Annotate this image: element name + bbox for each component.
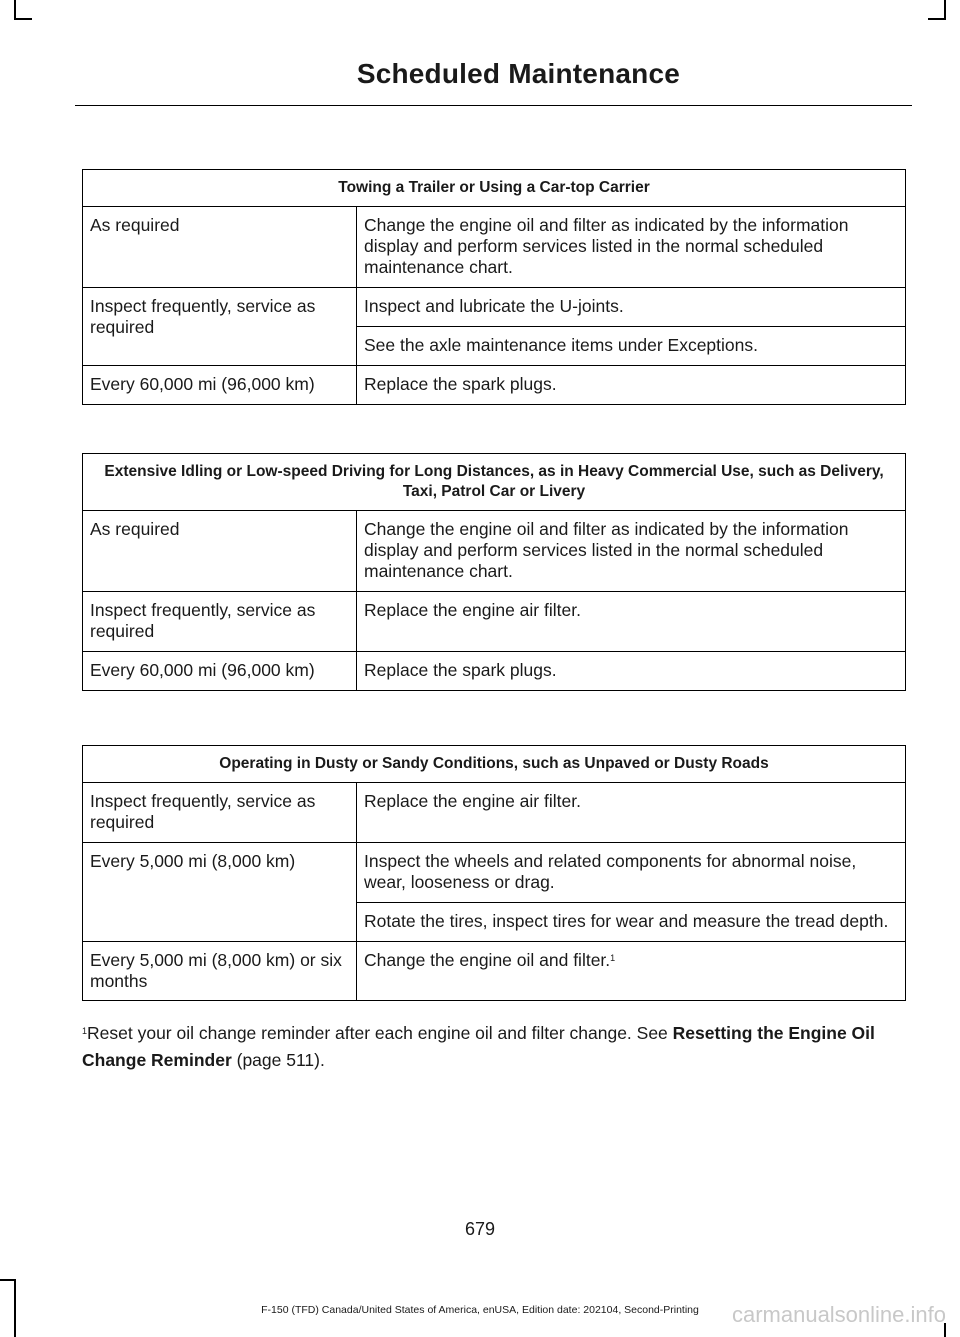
table-row <box>83 511 906 592</box>
footnote-page-ref: (page 511). <box>231 1050 325 1070</box>
action-cell: Inspect the wheels and related components for abnormal noise, wear, looseness or drag. <box>357 843 906 903</box>
interval-cell: Every 60,000 mi (96,000 km) <box>83 652 357 691</box>
crop-mark <box>944 0 946 20</box>
page-title: Scheduled Maintenance <box>356 58 680 89</box>
action-cell: Replace the spark plugs. <box>357 366 906 405</box>
action-cell: Replace the spark plugs. <box>357 652 906 691</box>
table-title: Towing a Trailer or Using a Car-top Carrier <box>83 170 906 207</box>
maintenance-table-idling <box>82 453 906 691</box>
maintenance-table-towing <box>82 169 906 405</box>
interval-cell: As required <box>83 511 357 592</box>
footnote <box>82 1020 905 1074</box>
table-row <box>83 592 906 652</box>
table-row <box>83 783 906 843</box>
footnote-link[interactable]: Resetting the Engine Oil Change Reminder <box>82 1023 875 1070</box>
watermark: carmanualsonline.info <box>731 1302 946 1327</box>
table-row <box>83 942 906 1001</box>
title-divider <box>75 105 912 106</box>
crop-mark <box>14 18 32 20</box>
action-cell: See the axle maintenance items under Exceptions. <box>357 327 906 366</box>
crop-mark <box>0 1279 16 1281</box>
table-row <box>83 843 906 903</box>
action-cell: Replace the engine air filter. <box>357 783 906 843</box>
interval-cell: Inspect frequently, service as required <box>83 783 357 843</box>
footnote-text: Reset your oil change reminder after each engine oil and filter change. See <box>87 1023 673 1043</box>
action-cell <box>357 942 906 1001</box>
table-row <box>83 652 906 691</box>
crop-mark <box>14 0 16 20</box>
table-row <box>83 288 906 327</box>
action-cell: Replace the engine air filter. <box>357 592 906 652</box>
interval-cell: Inspect frequently, service as required <box>83 592 357 652</box>
interval-cell: Every 5,000 mi (8,000 km) or six months <box>83 942 357 1001</box>
table-title: Operating in Dusty or Sandy Conditions, such as Unpaved or Dusty Roads <box>83 746 906 783</box>
interval-cell: Inspect frequently, service as required <box>83 288 357 366</box>
footnote-reference: 1 <box>610 953 616 963</box>
table-row <box>83 207 906 288</box>
table-row <box>83 366 906 405</box>
interval-cell: Every 5,000 mi (8,000 km) <box>83 843 357 942</box>
table-title: Extensive Idling or Low-speed Driving for Long Distances, as in Heavy Commercial Use, such as Delivery, Taxi, Patrol Car or Livery <box>83 454 906 511</box>
action-text: Change the engine oil and filter. <box>364 950 611 970</box>
interval-cell: Every 60,000 mi (96,000 km) <box>83 366 357 405</box>
edition-line: F-150 (TFD) Canada/United States of America, enUSA, Edition date: 202104, Second-Printing <box>261 1304 699 1316</box>
page-number: 679 <box>464 1219 496 1239</box>
footnote-marker: 1 <box>82 1026 88 1036</box>
crop-mark <box>928 18 946 20</box>
interval-cell: As required <box>83 207 357 288</box>
action-cell: Change the engine oil and filter as indicated by the information display and perform services listed in the normal scheduled maintenance chart. <box>357 511 906 592</box>
maintenance-table-dusty <box>82 745 906 1001</box>
action-cell: Rotate the tires, inspect tires for wear and measure the tread depth. <box>357 903 906 942</box>
action-cell: Inspect and lubricate the U-joints. <box>357 288 906 327</box>
action-cell: Change the engine oil and filter as indicated by the information display and perform services listed in the normal scheduled maintenance chart. <box>357 207 906 288</box>
